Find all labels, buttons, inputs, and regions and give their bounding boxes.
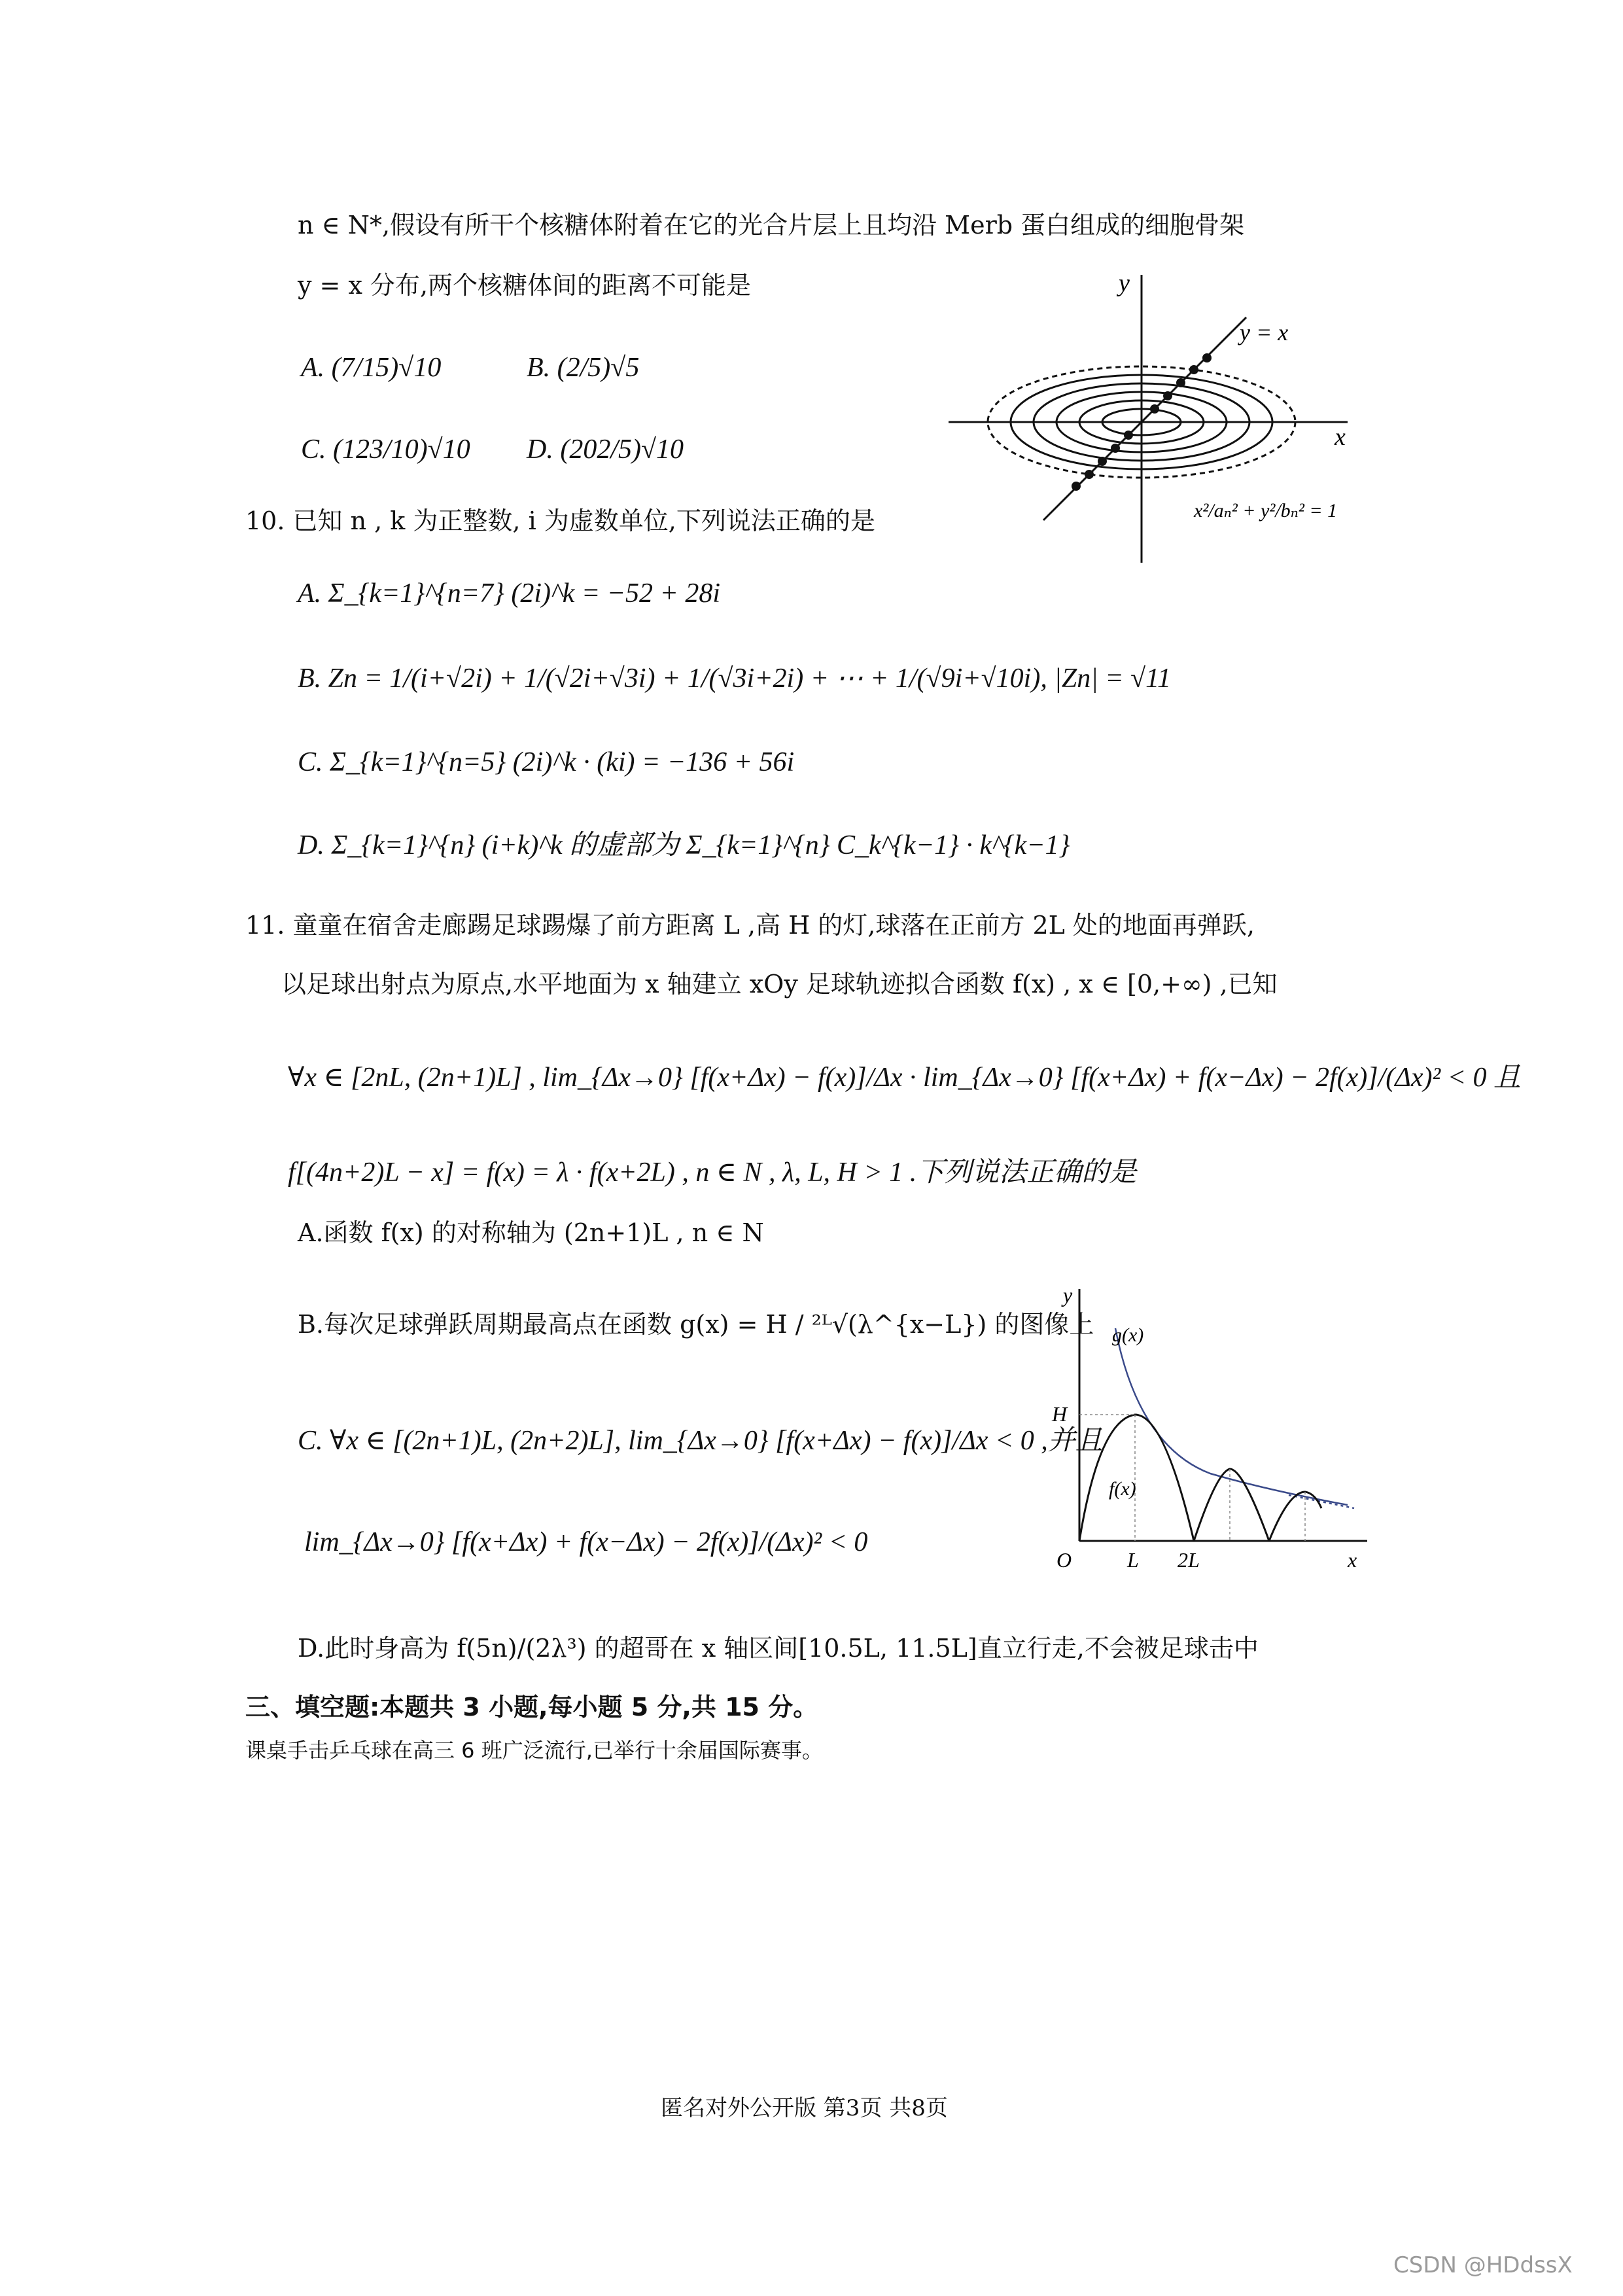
q9-line-label: y = x [1240,319,1289,345]
q9-point [1124,431,1133,440]
q10-option-c: C. Σ_{k=1}^{n=5} (2i)^k · (ki) = −136 + 56i [298,747,795,777]
watermark: CSDN @HDdssX [1393,2252,1573,2278]
q9-point [1150,404,1159,414]
q9-option-a: A. (7/15)√10 [301,353,442,383]
q9-option-b: B. (2/5)√5 [527,353,640,383]
q11-f-arc-1 [1079,1415,1194,1541]
section3-intro: 课桌手击乒乓球在高三 6 班广泛流行,已举行十余届国际赛事。 [245,1738,823,1763]
q9-axis-label-y: y [1119,270,1130,297]
q11-option-b: B.每次足球弹跃周期最高点在函数 g(x) = H / ²ᴸ√(λ^{x−L}) 的图像上 [298,1310,1094,1339]
q11-option-a: A.函数 f(x) 的对称轴为 (2n+1)L , n ∈ N [298,1218,764,1247]
q11-trajectory-figure [1040,1276,1374,1577]
q9-point [1111,444,1120,453]
q9-point [1163,391,1172,400]
q11-tick-label-l: L [1127,1548,1139,1572]
q10-option-d: D. Σ_{k=1}^{n} (i+k)^k 的虚部为 Σ_{k=1}^{n} C_k^{k−1} · k^{k−1} [298,830,1070,860]
q9-axis-label-x: x [1335,423,1346,451]
q9-line2: y = x 分布,两个核糖体间的距离不可能是 [298,271,752,300]
q11-label-f: f(x) [1109,1478,1136,1500]
q9-line1: n ∈ N*,假设有所干个核糖体附着在它的光合片层上且均沿 Merb 蛋白组成的细胞骨架 [298,211,1245,239]
q11-g-curve [1115,1328,1348,1505]
q11-line1: 11. 童童在宿舍走廊踢足球踢爆了前方距离 L ,高 H 的灯,球落在正前方 2L 处的地面再弹跃, [245,911,1255,940]
q10-option-a: A. Σ_{k=1}^{n=7} (2i)^k = −52 + 28i [298,578,721,609]
q9-point [1085,470,1094,479]
q11-line2: 以足球出射点为原点,水平地面为 x 轴建立 xOy 足球轨迹拟合函数 f(x) , x ∈ [0,+∞) ,已知 [281,970,1278,998]
q11-axis-label-x: x [1348,1548,1357,1572]
q11-label-h: H [1052,1402,1068,1426]
q9-point [1098,457,1107,466]
section3-heading: 三、填空题:本题共 3 小题,每小题 5 分,共 15 分。 [245,1693,818,1722]
q10-stem: 10. 已知 n , k 为正整数, i 为虚数单位,下列说法正确的是 [245,506,875,535]
q11-option-c1: C. ∀x ∈ [(2n+1)L, (2n+2)L], lim_{Δx→0} [f(x+Δx) − f(x)]/Δx < 0 ,并且 [298,1426,1103,1456]
q9-option-c: C. (123/10)√10 [301,434,470,465]
q11-option-d: D.此时身高为 f(5n)/(2λ³) 的超哥在 x 轴区间[10.5L, 11.5L]直立行走,不会被足球击中 [298,1634,1259,1663]
q9-point [1202,353,1212,362]
q11-axis-label-y: y [1063,1283,1073,1307]
page-footer: 匿名对外公开版 第3页 共8页 [661,2095,948,2121]
q11-option-c2: lim_{Δx→0} [f(x+Δx) + f(x−Δx) − 2f(x)]/(Δx)² < 0 [304,1527,868,1557]
q9-ellipse-figure [942,262,1367,569]
q9-ellipse-label: x²/aₙ² + y²/bₙ² = 1 [1194,500,1338,521]
q11-origin-label: O [1056,1548,1072,1572]
q10-option-b: B. Zn = 1/(i+√2i) + 1/(√2i+√3i) + 1/(√3i+2i) + ⋯ + 1/(√9i+√10i), |Zn| = √11 [298,663,1172,694]
q11-line4: f[(4n+2)L − x] = f(x) = λ · f(x+2L) , n ∈ N , λ, L, H > 1 .下列说法正确的是 [288,1157,1137,1188]
q9-option-d: D. (202/5)√10 [527,434,684,465]
q9-point [1176,378,1185,387]
q11-tick-label-2l: 2L [1178,1548,1200,1572]
q9-point [1189,365,1198,374]
q11-line3: ∀x ∈ [2nL, (2n+1)L] , lim_{Δx→0} [f(x+Δx) − f(x)]/Δx · lim_{Δx→0} [f(x+Δx) + f(x−Δx) − 2f(x)]/(Δx)² < 0 且 [288,1063,1521,1093]
q9-point [1072,482,1081,491]
q11-label-g: g(x) [1112,1324,1144,1346]
